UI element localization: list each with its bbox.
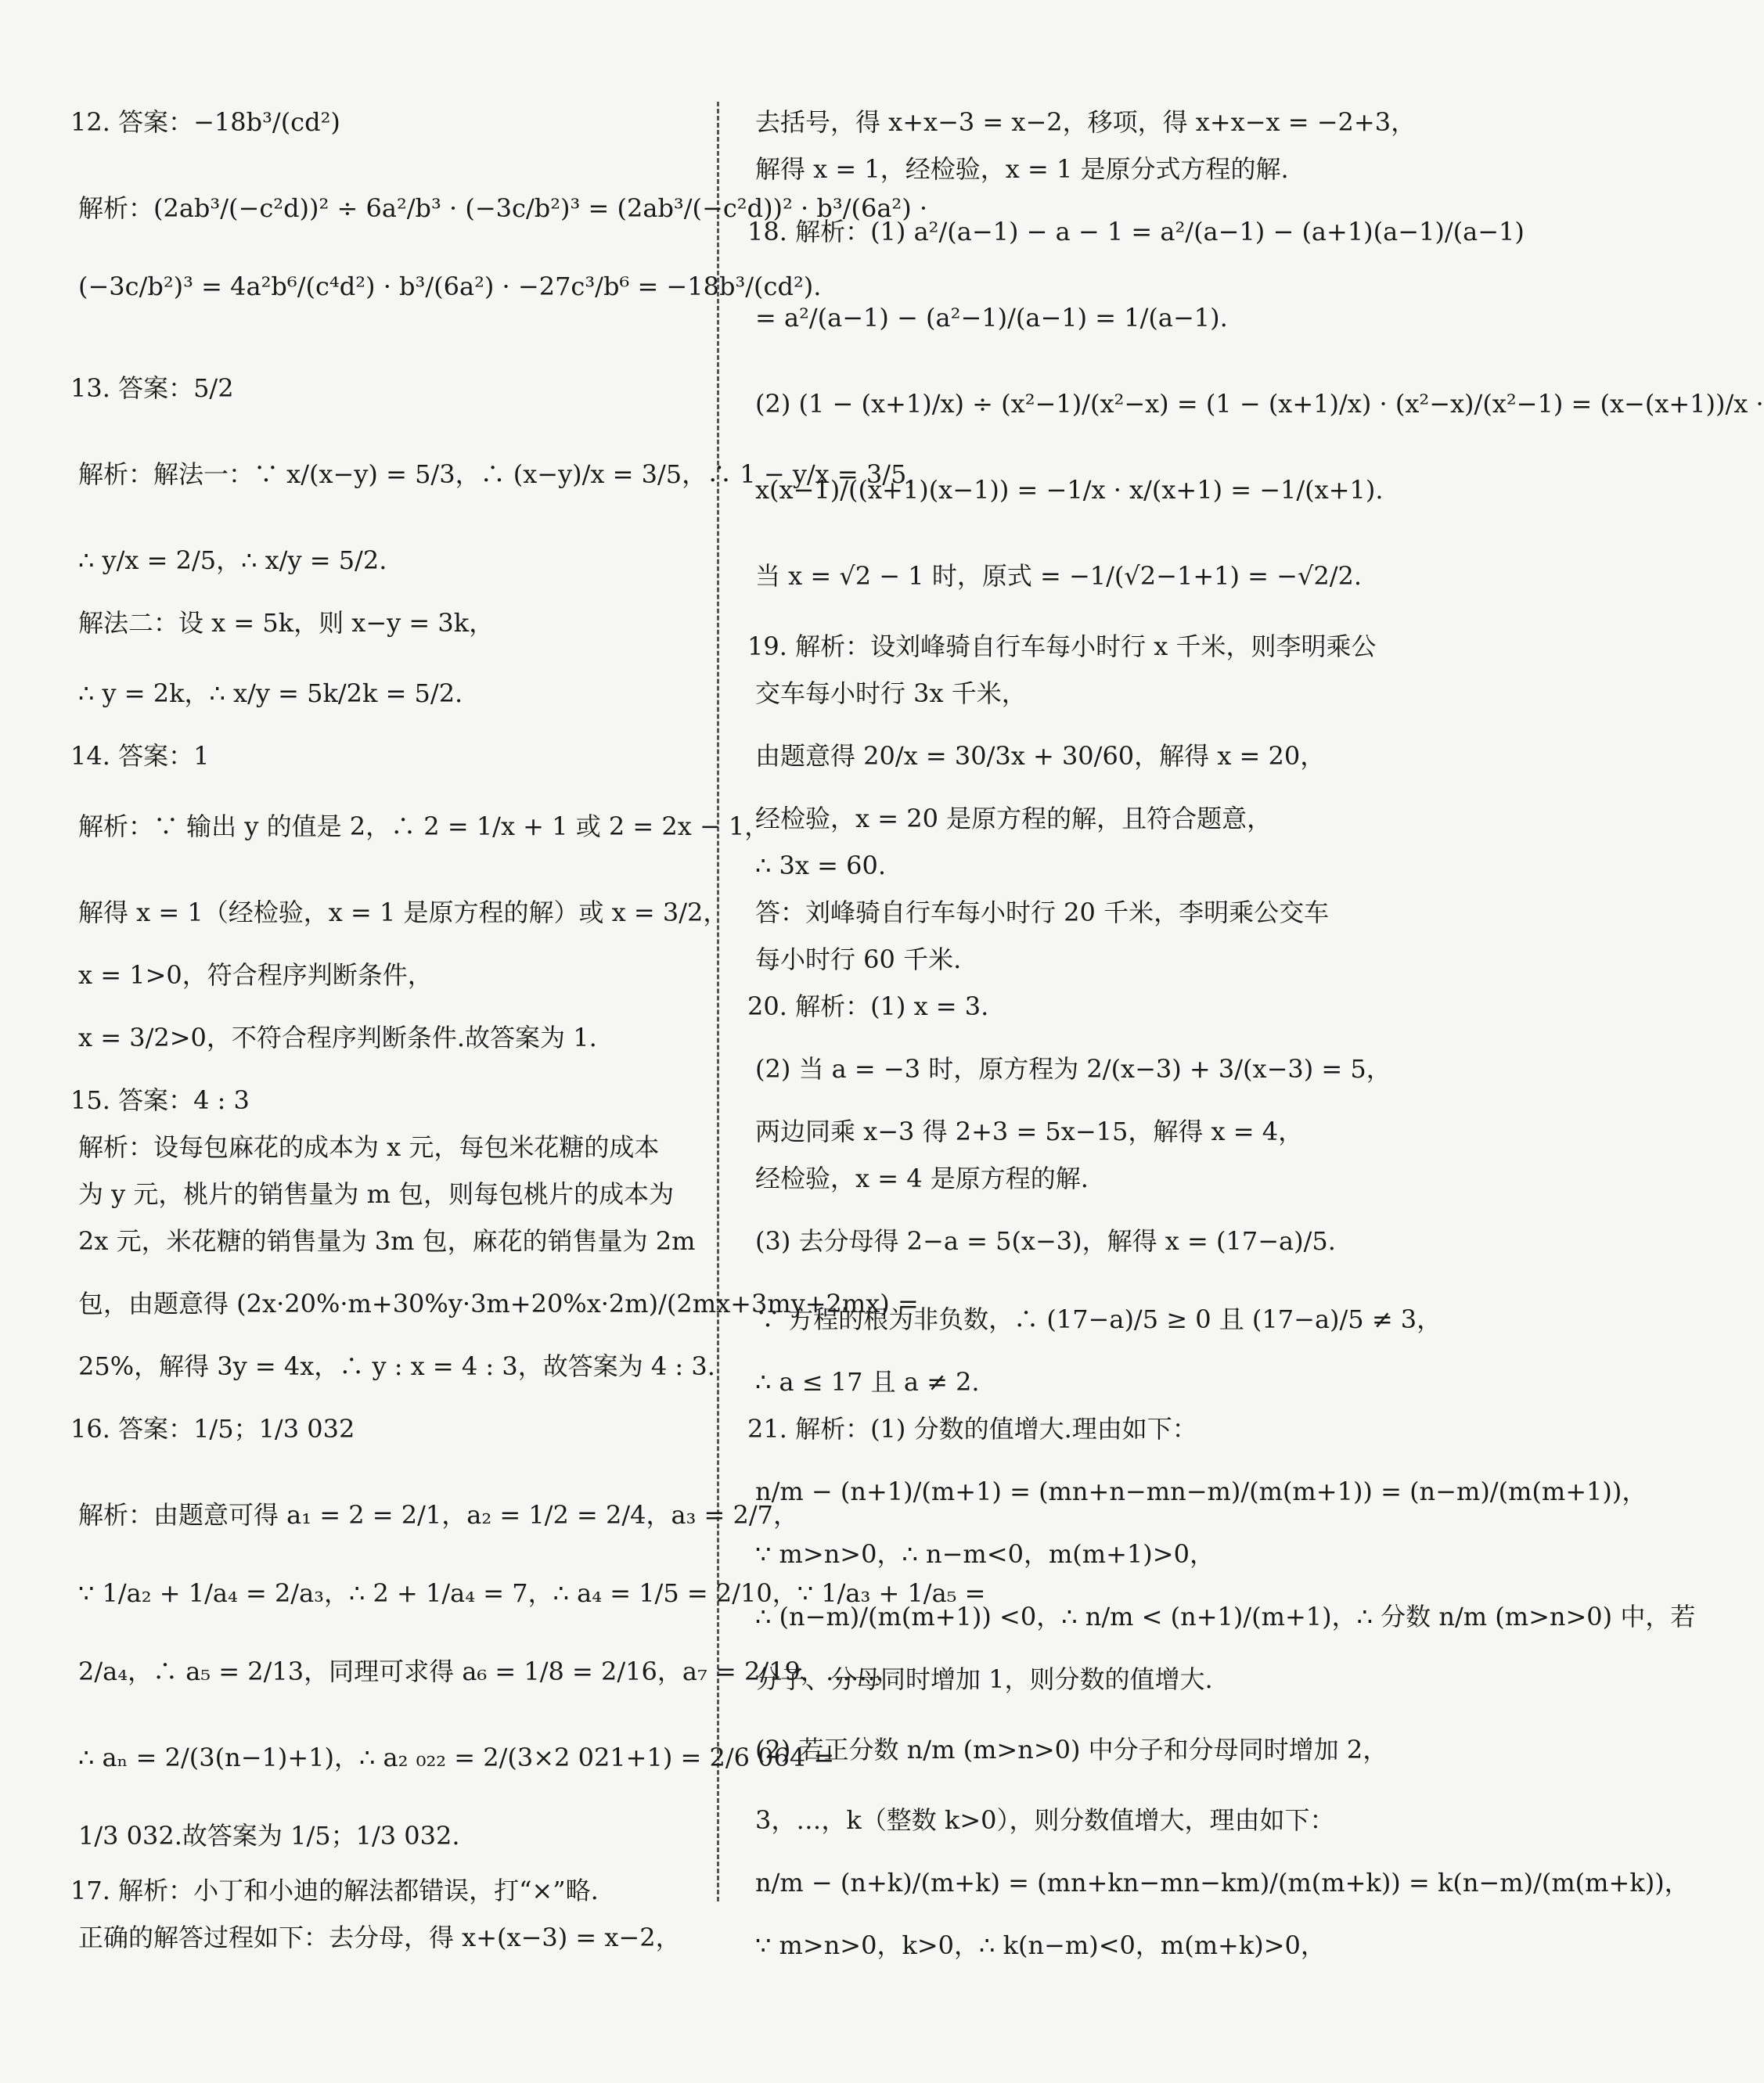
q19-solution-cont: 交车每小时行 3x 千米， xyxy=(755,678,1027,708)
q20-part2-check: 经检验，x = 4 是原方程的解. xyxy=(755,1164,1089,1193)
q12-answer: 12. 答案：−18b³/(cd²) xyxy=(70,107,340,137)
q17-solution-cont: 正确的解答过程如下：去分母，得 x+(x−3) = x−2， xyxy=(78,1923,681,1952)
q14-answer: 14. 答案：1 xyxy=(70,741,210,771)
q21-part2-sign: ∵ m>n>0，k>0，∴ k(n−m)<0，m(m+k)>0， xyxy=(755,1930,1326,1960)
q20-part3-cond: ∵ 方程的根为非负数，∴ (17−a)/5 ≥ 0 且 (17−a)/5 ≠ 3， xyxy=(755,1304,1442,1334)
q19-equation: 由题意得 20/x = 30/3x + 30/60，解得 x = 20， xyxy=(755,741,1326,771)
q21-part1-sign: ∵ m>n>0，∴ n−m<0，m(m+1)>0， xyxy=(755,1539,1215,1569)
q21-part1-conclude: ∴ (n−m)/(m(m+1)) <0，∴ n/m < (n+1)/(m+1)，∴ 分数 n/m (m>n>0) 中，若 xyxy=(755,1602,1696,1632)
q15-answer: 15. 答案：4 : 3 xyxy=(70,1085,250,1115)
q20-part3-result: ∴ a ≤ 17 且 a ≠ 2. xyxy=(755,1367,980,1397)
q14-check2: x = 3/2>0，不符合程序判断条件.故答案为 1. xyxy=(78,1023,597,1052)
q18-part2: (2) (1 − (x+1)/x) ÷ (x²−1)/(x²−x) = (1 − (x+1)/x) · (x²−x)/(x²−1) = (x−(x+1))/x · xyxy=(755,389,1764,419)
q16-solution: 解析：由题意可得 a₁ = 2 = 2/1，a₂ = 1/2 = 2/4，a₃ = 2/7， xyxy=(78,1500,799,1530)
q19-answer: 答：刘峰骑自行车每小时行 20 千米，李明乘公交车 xyxy=(755,898,1330,927)
q16-solution-cont2: 2/a₄，∴ a₅ = 2/13，同理可求得 a₆ = 1/8 = 2/16，a₇ = 2/19，……， xyxy=(78,1657,901,1686)
q21-part2-diff: n/m − (n+k)/(m+k) = (mn+kn−mn−km)/(m(m+k)) = k(n−m)/(m(m+k))， xyxy=(755,1868,1690,1898)
q21-part1: 21. 解析：(1) 分数的值增大.理由如下： xyxy=(747,1414,1197,1444)
q18-part2-cont: x(x−1)/((x+1)(x−1)) = −1/x · x/(x+1) = −1/(x+1). xyxy=(755,475,1384,505)
q16-solution-cont1: ∵ 1/a₂ + 1/a₄ = 2/a₃，∴ 2 + 1/a₄ = 7，∴ a₄ = 1/5 = 2/10，∵ 1/a₃ + 1/a₅ = xyxy=(78,1578,986,1608)
q16-answer: 16. 答案：1/5；1/3 032 xyxy=(70,1414,355,1444)
q19-answer-cont: 每小时行 60 千米. xyxy=(755,944,962,974)
q13-method2-cont: ∴ y = 2k，∴ x/y = 5k/2k = 5/2. xyxy=(78,678,463,708)
q18-part1-cont: = a²/(a−1) − (a²−1)/(a−1) = 1/(a−1). xyxy=(755,303,1228,333)
q17-check: 解得 x = 1，经检验，x = 1 是原分式方程的解. xyxy=(755,154,1289,184)
q15-solution: 解析：设每包麻花的成本为 x 元，每包米花糖的成本 xyxy=(78,1132,660,1162)
q16-general-term: ∴ aₙ = 2/(3(n−1)+1)，∴ a₂ ₀₂₂ = 2/(3×2 021+1) = 2/6 064 = xyxy=(78,1743,835,1772)
q19-check: 经检验，x = 20 是原方程的解，且符合题意， xyxy=(755,804,1273,833)
q14-solve: 解得 x = 1（经检验，x = 1 是原方程的解）或 x = 3/2， xyxy=(78,898,729,927)
q14-solution: 解析：∵ 输出 y 的值是 2，∴ 2 = 1/x + 1 或 2 = 2x − 1， xyxy=(78,811,770,841)
q17-expand: 去括号，得 x+x−3 = x−2，移项，得 x+x−x = −2+3， xyxy=(755,107,1417,137)
q13-method1: 解析：解法一：∵ x/(x−y) = 5/3，∴ (x−y)/x = 3/5，∴ 1 − y/x = 3/5， xyxy=(78,459,932,489)
q18-part1: 18. 解析：(1) a²/(a−1) − a − 1 = a²/(a−1) − (a+1)(a−1)/(a−1) xyxy=(747,217,1525,246)
q18-evaluate: 当 x = √2 − 1 时，原式 = −1/(√2−1+1) = −√2/2. xyxy=(755,561,1363,591)
q14-check1: x = 1>0，符合程序判断条件， xyxy=(78,960,433,990)
q20-part3: (3) 去分母得 2−a = 5(x−3)，解得 x = (17−a)/5. xyxy=(755,1226,1336,1256)
q19-result: ∴ 3x = 60. xyxy=(755,851,886,880)
q15-solution-cont2: 2x 元，米花糖的销售量为 3m 包，麻花的销售量为 2m xyxy=(78,1226,696,1256)
q12-solution-cont: (−3c/b²)³ = 4a²b⁶/(c⁴d²) · b³/(6a²) · −27c³/b⁶ = −18b³/(cd²). xyxy=(78,272,822,301)
q21-part2: (2) 若正分数 n/m (m>n>0) 中分子和分母同时增加 2， xyxy=(755,1735,1388,1765)
q21-part1-diff: n/m − (n+1)/(m+1) = (mn+n−mn−m)/(m(m+1)) = (n−m)/(m(m+1))， xyxy=(755,1477,1647,1506)
q15-solution-cont1: 为 y 元，桃片的销售量为 m 包，则每包桃片的成本为 xyxy=(78,1179,675,1209)
q21-part1-conclude-cont: 分子、分母同时增加 1，则分数的值增大. xyxy=(755,1664,1213,1694)
q19-solution: 19. 解析：设刘峰骑自行车每小时行 x 千米，则李明乘公 xyxy=(747,631,1377,661)
q20-part1: 20. 解析：(1) x = 3. xyxy=(747,991,989,1021)
column-divider xyxy=(717,102,719,1901)
q20-part2-solve: 两边同乘 x−3 得 2+3 = 5x−15，解得 x = 4， xyxy=(755,1117,1304,1146)
q20-part2: (2) 当 a = −3 时，原方程为 2/(x−3) + 3/(x−3) = 5， xyxy=(755,1054,1391,1084)
q15-result: 25%，解得 3y = 4x，∴ y : x = 4 : 3，故答案为 4 : 3. xyxy=(78,1351,715,1381)
q12-solution: 解析：(2ab³/(−c²d))² ÷ 6a²/b³ · (−3c/b²)³ = (2ab³/(−c²d))² · b³/(6a²) · xyxy=(78,193,928,223)
q15-equation: 包，由题意得 (2x·20%·m+30%y·3m+20%x·2m)/(2mx+3my+2mx) = xyxy=(78,1289,919,1319)
q21-part2-cont: 3，…，k（整数 k>0），则分数值增大，理由如下： xyxy=(755,1805,1335,1835)
q13-method2: 解法二：设 x = 5k，则 x−y = 3k， xyxy=(78,608,495,638)
q13-answer: 13. 答案：5/2 xyxy=(70,373,234,403)
q17-solution: 17. 解析：小丁和小迪的解法都错误，打“×”略. xyxy=(70,1876,599,1905)
q16-conclusion: 1/3 032.故答案为 1/5；1/3 032. xyxy=(78,1821,460,1851)
q13-method1-cont: ∴ y/x = 2/5，∴ x/y = 5/2. xyxy=(78,545,387,575)
